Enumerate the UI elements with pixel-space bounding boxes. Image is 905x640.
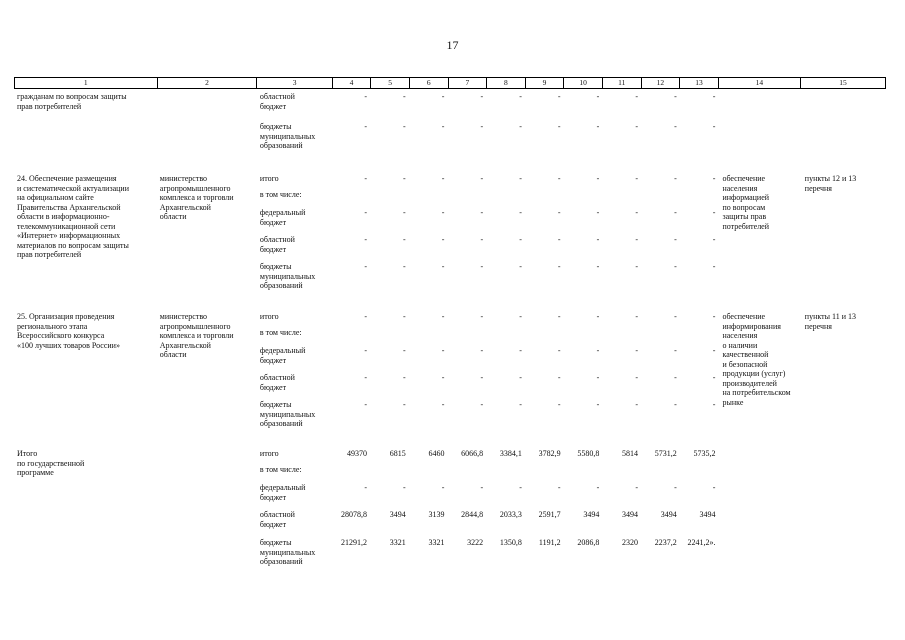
cell-value — [410, 190, 449, 200]
cell-source: бюджеты муниципальных образований — [259, 538, 316, 566]
cell-value: 3321 — [428, 538, 445, 547]
cell-value: - — [519, 400, 522, 409]
header-cell-11: 11 — [603, 78, 642, 88]
cell-value: - — [403, 235, 406, 244]
cell-value — [642, 465, 681, 475]
cell-value: - — [596, 373, 600, 382]
table-row — [14, 400, 886, 429]
cell-executor — [157, 262, 257, 291]
cell-value: - — [596, 483, 600, 492]
cell-reference — [802, 510, 886, 529]
cell-value: 3494 — [699, 510, 716, 519]
cell-source: итого — [259, 174, 279, 183]
cell-reference — [802, 346, 886, 365]
cell-value — [410, 465, 449, 475]
cell-result: обеспечение информирования населения о наличии качественной и безопасной продукции (услуг) производителей на потребительском рынке — [722, 312, 791, 407]
cell-reference: пункты 12 и 13 перечня — [804, 174, 857, 193]
cell-value: - — [596, 122, 600, 131]
cell-value: 3494 — [660, 510, 677, 519]
cell-result — [719, 538, 801, 567]
cell-value: - — [480, 92, 484, 101]
cell-value: - — [519, 235, 522, 244]
cell-value: 3494 — [622, 510, 639, 519]
cell-value — [565, 328, 604, 338]
cell-reference — [802, 262, 886, 291]
cell-source: областной бюджет — [259, 510, 295, 529]
cell-value: - — [596, 235, 600, 244]
table-row — [14, 262, 886, 291]
cell-value: - — [364, 262, 367, 271]
cell-reference — [802, 483, 886, 502]
table-header — [14, 77, 886, 89]
cell-measure — [14, 510, 157, 529]
header-cell-7: 7 — [449, 78, 488, 88]
table-row — [14, 465, 886, 475]
header-cell-8: 8 — [487, 78, 526, 88]
header-cell-12: 12 — [642, 78, 681, 88]
cell-executor — [157, 328, 257, 338]
cell-value: - — [403, 312, 406, 321]
cell-executor — [157, 538, 257, 567]
cell-value: - — [557, 262, 561, 271]
cell-measure: 24. Обеспечение размещения и систематической актуализации на официальном сайте Правительства Архангельской области в информационно- телекоммуникационной сети «Интернет» информационных материалов по вопросам защиты прав потребителей — [17, 174, 129, 259]
cell-value: - — [480, 312, 484, 321]
cell-executor — [157, 190, 257, 200]
cell-value: - — [441, 122, 445, 131]
cell-source: бюджеты муниципальных образований — [259, 400, 316, 428]
cell-value — [448, 465, 487, 475]
cell-value: - — [441, 262, 445, 271]
cell-value: - — [480, 373, 484, 382]
cell-measure — [14, 122, 157, 151]
cell-value: 3139 — [428, 510, 445, 519]
cell-value: 2033,3 — [499, 510, 522, 519]
cell-value: - — [712, 92, 716, 101]
cell-value: - — [403, 262, 406, 271]
cell-value: - — [557, 174, 561, 183]
cell-executor — [157, 208, 257, 227]
cell-value: - — [635, 373, 639, 382]
cell-source: в том числе: — [259, 328, 302, 337]
cell-source: итого — [259, 312, 279, 321]
cell-result — [719, 208, 801, 227]
header-cell-3: 3 — [257, 78, 332, 88]
cell-executor — [157, 465, 257, 475]
cell-measure: 25. Организация проведения регионального этапа Всероссийского конкурса «100 лучших товаров России» — [17, 312, 120, 350]
cell-value: 49370 — [347, 449, 367, 458]
cell-value: 6460 — [428, 449, 445, 458]
cell-executor — [157, 122, 257, 151]
cell-executor — [157, 92, 257, 111]
header-cell-5: 5 — [371, 78, 410, 88]
table-row — [14, 122, 886, 151]
cell-value: - — [635, 208, 639, 217]
header-cell-15: 15 — [839, 78, 847, 87]
cell-value: 2320 — [622, 538, 639, 547]
cell-value — [526, 190, 565, 200]
cell-value: - — [519, 346, 522, 355]
cell-value: 3321 — [389, 538, 406, 547]
table-row — [14, 92, 886, 111]
cell-value: - — [441, 208, 445, 217]
cell-reference — [802, 465, 886, 475]
cell-reference — [802, 92, 886, 111]
header-cell-14: 14 — [719, 78, 801, 88]
cell-value — [681, 328, 720, 338]
cell-value: 2591,7 — [538, 510, 561, 519]
cell-value: - — [557, 235, 561, 244]
cell-value: - — [403, 400, 406, 409]
cell-value — [332, 190, 371, 200]
cell-value: 2844,8 — [461, 510, 484, 519]
cell-value: - — [674, 373, 677, 382]
cell-value — [487, 465, 526, 475]
cell-measure — [14, 328, 157, 338]
cell-value: - — [674, 208, 677, 217]
cell-source: областной бюджет — [259, 235, 295, 254]
cell-value: 6066,8 — [461, 449, 484, 458]
cell-measure — [14, 208, 157, 227]
cell-source: областной бюджет — [259, 373, 295, 392]
cell-result — [719, 483, 801, 502]
cell-reference — [802, 328, 886, 338]
cell-value — [332, 328, 371, 338]
cell-reference: пункты 11 и 13 перечня — [804, 312, 856, 331]
cell-source: областной бюджет — [259, 92, 295, 111]
cell-result — [719, 235, 801, 254]
cell-value — [371, 465, 410, 475]
header-cell-9: 9 — [526, 78, 565, 88]
cell-value: - — [519, 122, 522, 131]
cell-value: - — [557, 483, 561, 492]
cell-result — [719, 122, 801, 151]
cell-result: обеспечение населения информацией по вопросам защиты прав потребителей — [722, 174, 770, 231]
cell-value: - — [480, 400, 484, 409]
cell-value: - — [403, 483, 406, 492]
cell-value: - — [364, 174, 367, 183]
header-cell-1: 1 — [15, 78, 158, 88]
cell-value — [603, 190, 642, 200]
cell-measure — [14, 346, 157, 365]
cell-value — [448, 190, 487, 200]
cell-value: - — [596, 400, 600, 409]
cell-measure — [14, 262, 157, 291]
cell-value: - — [674, 483, 677, 492]
cell-value — [565, 465, 604, 475]
page-number: 17 — [446, 38, 459, 52]
cell-value: - — [674, 312, 677, 321]
cell-value: - — [635, 400, 639, 409]
cell-value: - — [519, 174, 522, 183]
cell-value — [371, 328, 410, 338]
cell-result — [719, 190, 801, 200]
cell-measure — [14, 235, 157, 254]
cell-reference — [802, 538, 886, 567]
cell-value: - — [712, 174, 716, 183]
cell-value: - — [519, 262, 522, 271]
cell-value: 2086,8 — [577, 538, 600, 547]
cell-value: - — [403, 373, 406, 382]
cell-source: бюджеты муниципальных образований — [259, 122, 316, 150]
cell-value: - — [674, 174, 677, 183]
cell-value: 1350,8 — [499, 538, 522, 547]
cell-value — [487, 328, 526, 338]
cell-value — [332, 465, 371, 475]
cell-value: 3384,1 — [499, 449, 522, 458]
cell-source: в том числе: — [259, 190, 302, 199]
cell-source: федеральный бюджет — [259, 483, 306, 502]
table-row — [14, 235, 886, 254]
cell-value: - — [364, 346, 367, 355]
cell-value: - — [441, 174, 445, 183]
cell-source: федеральный бюджет — [259, 208, 306, 227]
cell-measure — [14, 538, 157, 567]
cell-executor — [157, 235, 257, 254]
cell-executor — [157, 483, 257, 502]
cell-result — [719, 465, 801, 475]
cell-value: - — [519, 208, 522, 217]
cell-value: - — [480, 174, 484, 183]
cell-measure: гражданам по вопросам защиты прав потребителей — [17, 92, 127, 111]
cell-value: - — [712, 373, 716, 382]
cell-value: - — [635, 92, 639, 101]
table-row — [14, 190, 886, 200]
cell-value: - — [635, 262, 639, 271]
cell-value: - — [557, 346, 561, 355]
cell-value — [681, 190, 720, 200]
cell-value: - — [364, 373, 367, 382]
cell-value: - — [403, 122, 406, 131]
cell-value: - — [635, 174, 639, 183]
cell-value — [526, 328, 565, 338]
cell-result — [719, 346, 801, 365]
cell-value: - — [403, 346, 406, 355]
cell-value: - — [480, 483, 484, 492]
cell-value: - — [712, 483, 716, 492]
header-cell-10: 10 — [564, 78, 603, 88]
cell-value: - — [364, 122, 367, 131]
cell-value: 1191,2 — [538, 538, 561, 547]
cell-value: - — [403, 92, 406, 101]
cell-value: - — [712, 235, 716, 244]
cell-result — [719, 373, 801, 392]
table-row — [14, 208, 886, 227]
cell-result — [719, 328, 801, 338]
cell-reference — [802, 208, 886, 227]
cell-value: - — [441, 92, 445, 101]
cell-value — [487, 190, 526, 200]
cell-value: - — [480, 208, 484, 217]
cell-value: - — [364, 92, 367, 101]
cell-value: - — [557, 312, 561, 321]
cell-value: 3782,9 — [538, 449, 561, 458]
cell-reference — [802, 122, 886, 151]
cell-value: - — [364, 235, 367, 244]
table-row — [14, 538, 886, 567]
cell-value: - — [480, 235, 484, 244]
cell-value: 3494 — [389, 510, 406, 519]
cell-source: итого — [259, 449, 279, 458]
cell-executor — [157, 400, 257, 429]
cell-value: - — [712, 122, 716, 131]
cell-value: - — [712, 262, 716, 271]
table-row — [14, 510, 886, 529]
table-row — [14, 328, 886, 338]
cell-result — [719, 400, 801, 429]
cell-value: - — [635, 346, 639, 355]
cell-value: - — [674, 262, 677, 271]
cell-value: - — [596, 262, 600, 271]
cell-value: - — [635, 483, 639, 492]
cell-value: 6815 — [389, 449, 406, 458]
cell-value — [603, 465, 642, 475]
cell-value: 5814 — [622, 449, 639, 458]
cell-value: - — [519, 92, 522, 101]
cell-result — [719, 92, 801, 111]
cell-value: - — [441, 235, 445, 244]
cell-value: - — [674, 400, 677, 409]
cell-value: - — [557, 92, 561, 101]
cell-value — [371, 190, 410, 200]
header-cell-2: 2 — [158, 78, 258, 88]
cell-value: - — [480, 262, 484, 271]
cell-executor — [157, 510, 257, 529]
cell-value: - — [519, 312, 522, 321]
cell-value: 3494 — [583, 510, 600, 519]
table-row — [14, 483, 886, 502]
cell-executor: министерство агропромышленного комплекса и торговли Архангельской области — [159, 312, 234, 359]
cell-value: - — [364, 483, 367, 492]
cell-executor — [157, 373, 257, 392]
cell-value: - — [596, 346, 600, 355]
cell-value: - — [635, 235, 639, 244]
cell-value: - — [635, 312, 639, 321]
cell-value: 21291,2 — [341, 538, 367, 547]
cell-measure — [14, 373, 157, 392]
cell-reference — [802, 235, 886, 254]
cell-value: - — [441, 373, 445, 382]
cell-value: - — [596, 92, 600, 101]
table-row — [14, 346, 886, 365]
cell-value: - — [403, 208, 406, 217]
cell-value — [642, 190, 681, 200]
cell-value: - — [557, 373, 561, 382]
cell-value: 28078,8 — [341, 510, 367, 519]
cell-value: - — [674, 346, 677, 355]
cell-value: - — [519, 483, 522, 492]
cell-source: в том числе: — [259, 465, 302, 474]
cell-value: - — [441, 483, 445, 492]
cell-value: 2241,2». — [687, 538, 716, 547]
cell-value: - — [480, 122, 484, 131]
cell-result — [719, 262, 801, 291]
cell-executor: министерство агропромышленного комплекса и торговли Архангельской области — [159, 174, 234, 221]
cell-result — [719, 510, 801, 529]
cell-value — [603, 328, 642, 338]
header-cell-4: 4 — [333, 78, 372, 88]
cell-value: - — [557, 122, 561, 131]
cell-value: - — [674, 235, 677, 244]
header-cell-13: 13 — [680, 78, 719, 88]
cell-measure — [14, 190, 157, 200]
cell-source: федеральный бюджет — [259, 346, 306, 365]
cell-value: - — [364, 208, 367, 217]
cell-measure — [14, 465, 157, 475]
cell-value: - — [480, 346, 484, 355]
cell-value — [448, 328, 487, 338]
cell-executor — [157, 346, 257, 365]
cell-source: бюджеты муниципальных образований — [259, 262, 316, 290]
cell-value: 2237,2 — [654, 538, 677, 547]
cell-value: - — [557, 400, 561, 409]
cell-value: - — [441, 312, 445, 321]
cell-reference — [802, 190, 886, 200]
cell-value: - — [403, 174, 406, 183]
cell-value: - — [674, 92, 677, 101]
cell-reference — [802, 373, 886, 392]
cell-value: 3222 — [467, 538, 484, 547]
cell-value: - — [441, 346, 445, 355]
cell-value: - — [364, 400, 367, 409]
cell-value — [526, 465, 565, 475]
cell-value — [681, 465, 720, 475]
cell-value: - — [596, 174, 600, 183]
cell-value: 5731,2 — [654, 449, 677, 458]
cell-measure — [14, 400, 157, 429]
cell-value: - — [712, 400, 716, 409]
cell-value: - — [519, 373, 522, 382]
cell-value: 5580,8 — [577, 449, 600, 458]
cell-value: - — [596, 312, 600, 321]
cell-value: - — [712, 346, 716, 355]
table-row — [14, 373, 886, 392]
cell-measure: Итого по государственной программе — [17, 449, 85, 477]
cell-value — [565, 190, 604, 200]
cell-value — [642, 328, 681, 338]
cell-value: - — [441, 400, 445, 409]
cell-value: - — [364, 312, 367, 321]
cell-value — [410, 328, 449, 338]
cell-measure — [14, 483, 157, 502]
cell-value: - — [557, 208, 561, 217]
cell-value: - — [674, 122, 677, 131]
cell-value: 5735,2 — [693, 449, 716, 458]
cell-value: - — [596, 208, 600, 217]
cell-value: - — [712, 208, 716, 217]
cell-value: - — [635, 122, 639, 131]
header-cell-6: 6 — [410, 78, 449, 88]
cell-value: - — [712, 312, 716, 321]
cell-reference — [802, 400, 886, 429]
